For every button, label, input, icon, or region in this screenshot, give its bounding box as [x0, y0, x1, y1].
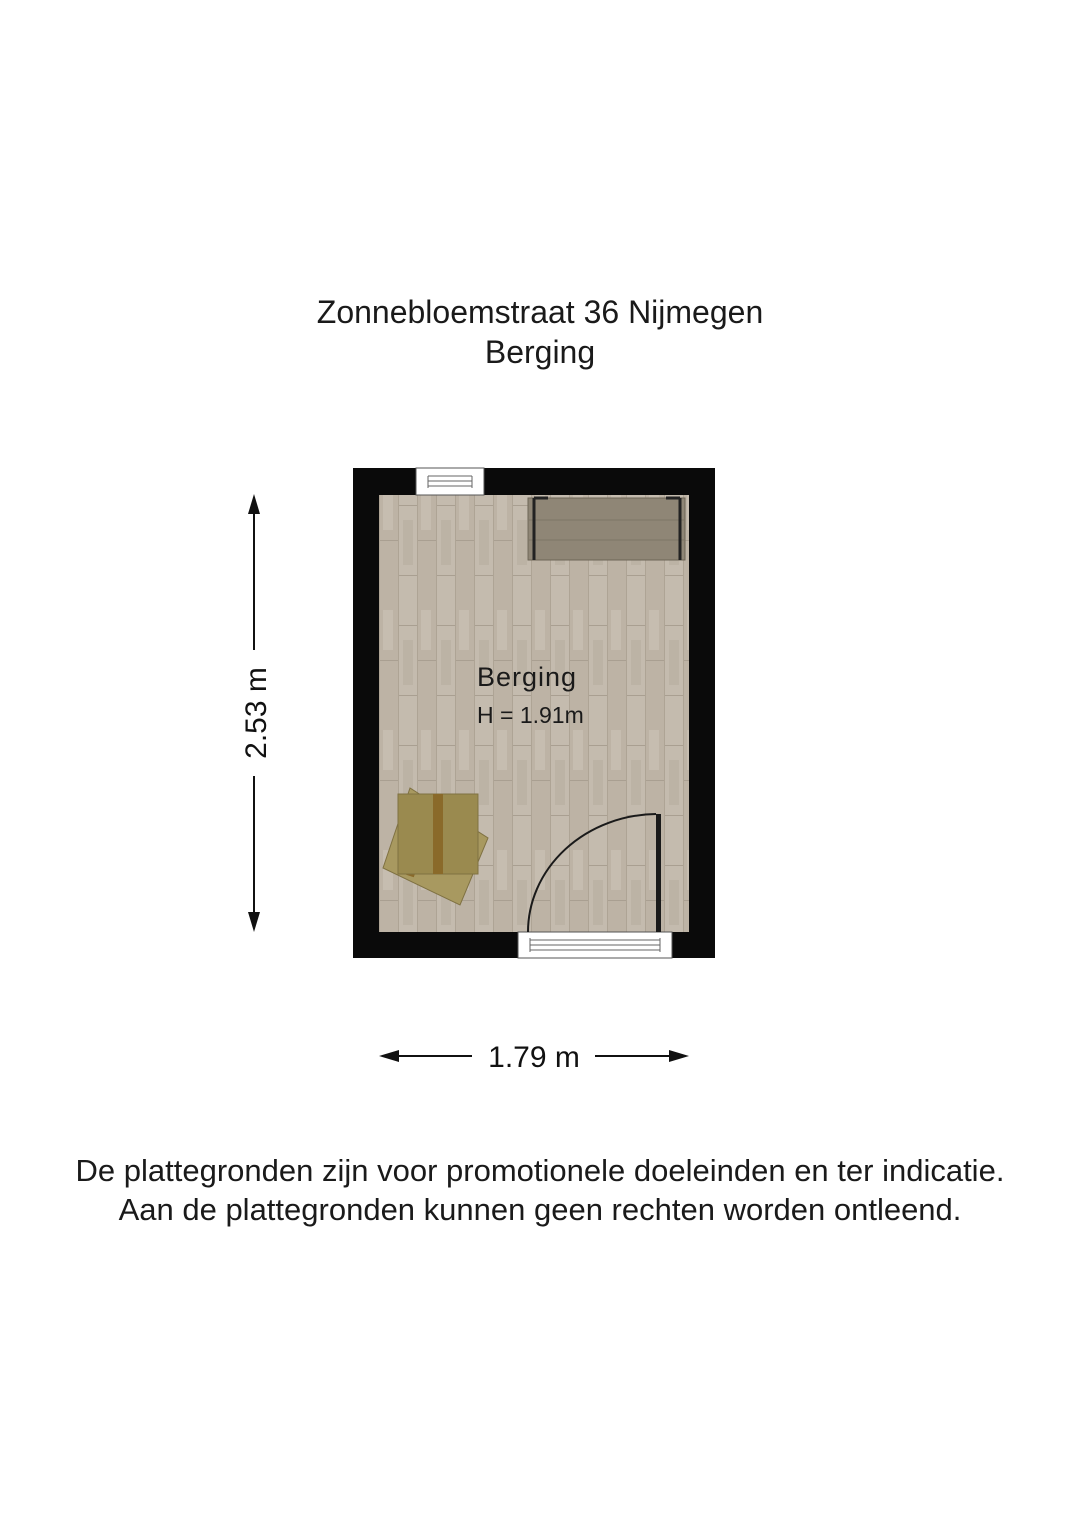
disclaimer-line-1: De plattegronden zijn voor promotionele doeleinden en ter indicatie.	[75, 1153, 1005, 1188]
room-height-label: H = 1.91m	[477, 702, 584, 728]
wall-shelf	[528, 498, 685, 560]
plan-address-title: Zonnebloemstraat 36 Nijmegen	[316, 294, 764, 330]
plan-room-title: Berging	[484, 334, 596, 370]
dimension-width	[379, 1041, 689, 1074]
dimension-height	[240, 494, 273, 932]
dimension-height-label: 2.53 m	[240, 667, 273, 759]
disclaimer-line-2: Aan de plattegronden kunnen geen rechten worden ontleend.	[118, 1192, 962, 1227]
top-window	[416, 468, 484, 495]
dimension-width-label: 1.79 m	[488, 1041, 580, 1074]
room-label: Berging	[477, 662, 578, 692]
